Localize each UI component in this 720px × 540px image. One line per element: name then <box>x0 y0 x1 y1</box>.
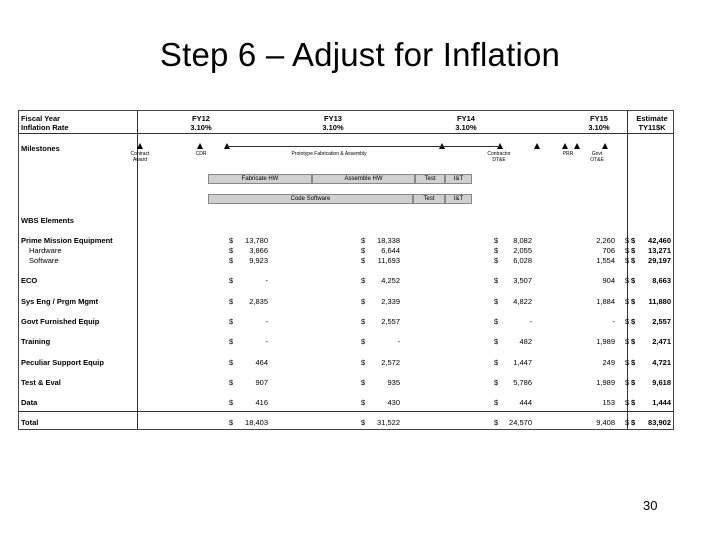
currency-symbol: $ <box>494 378 499 387</box>
currency-symbol: $ <box>494 297 499 306</box>
milestone-contract-award: Contract Award <box>130 151 150 163</box>
currency-symbol: $ <box>229 418 234 427</box>
row-value-fy14: 6,028 <box>513 256 532 265</box>
header-divider <box>19 133 673 134</box>
row-label: Sys Eng / Prgm Mgmt <box>21 297 99 306</box>
row-estimate-total: 83,902 <box>648 418 671 427</box>
bar-fabricate-hw: Fabricate HW <box>208 174 312 184</box>
currency-symbol: $ <box>361 337 366 346</box>
row-estimate-total: 4,721 <box>652 358 671 367</box>
row-value-fy14: 2,055 <box>513 246 532 255</box>
row-estimate-total: 11,880 <box>648 297 671 306</box>
currency-symbol: $ <box>494 418 499 427</box>
currency-symbol: $ <box>361 246 366 255</box>
currency-symbol: $ <box>494 398 499 407</box>
currency-symbol: $ <box>361 378 366 387</box>
row-value-fy15: 249 <box>602 358 615 367</box>
bar-assemble-hw: Assemble HW <box>312 174 415 184</box>
currency-symbol: $ <box>229 337 234 346</box>
currency-symbol: $ <box>229 317 234 326</box>
currency-symbol: $ <box>625 337 630 346</box>
currency-symbol: $ <box>494 317 499 326</box>
row-value-fy15: 1,989 <box>596 337 615 346</box>
currency-symbol: $ <box>494 337 499 346</box>
currency-symbol: $ <box>625 256 630 265</box>
row-value-fy12: 13,780 <box>245 236 268 245</box>
currency-symbol: $ <box>494 276 499 285</box>
row-label: Hardware <box>29 246 62 255</box>
currency-symbol: $ <box>494 246 499 255</box>
row-value-fy12: 2,835 <box>249 297 268 306</box>
year-fy12: FY12 <box>192 114 210 123</box>
currency-symbol: $ <box>494 256 499 265</box>
row-value-fy13: 935 <box>387 378 400 387</box>
milestone-contractor-dte: Contractor DT&E <box>487 151 511 163</box>
page-number: 30 <box>643 498 658 513</box>
milestone-triangle-icon <box>574 143 580 149</box>
currency-symbol: $ <box>229 276 234 285</box>
row-value-fy14: 3,507 <box>513 276 532 285</box>
row-value-fy15: - <box>612 317 615 326</box>
currency-symbol: $ <box>361 317 366 326</box>
cost-spreadsheet <box>18 110 674 430</box>
currency-symbol: $ <box>229 378 234 387</box>
currency-symbol: $ <box>631 418 636 427</box>
currency-symbol: $ <box>631 297 636 306</box>
row-value-fy15: 1,884 <box>596 297 615 306</box>
row-value-fy12: 18,403 <box>245 418 268 427</box>
row-value-fy15: 1,989 <box>596 378 615 387</box>
row-value-fy13: 4,252 <box>381 276 400 285</box>
row-estimate-total: 2,471 <box>652 337 671 346</box>
row-value-fy12: 907 <box>255 378 268 387</box>
currency-symbol: $ <box>625 297 630 306</box>
currency-symbol: $ <box>361 276 366 285</box>
currency-symbol: $ <box>625 418 630 427</box>
row-value-fy12: - <box>265 317 268 326</box>
currency-symbol: $ <box>494 236 499 245</box>
row-value-fy14: 444 <box>519 398 532 407</box>
estimate-label: Estimate <box>636 114 668 123</box>
currency-symbol: $ <box>631 256 636 265</box>
row-estimate-total: 42,460 <box>648 236 671 245</box>
row-value-fy13: 2,557 <box>381 317 400 326</box>
currency-symbol: $ <box>361 418 366 427</box>
row-label: Software <box>29 256 59 265</box>
row-value-fy12: - <box>265 276 268 285</box>
bar-hw-it: I&T <box>445 174 472 184</box>
currency-symbol: $ <box>631 276 636 285</box>
row-label: Training <box>21 337 51 346</box>
year-fy13: FY13 <box>324 114 342 123</box>
bar-sw-test: Test <box>413 194 445 204</box>
row-label: Data <box>21 398 38 407</box>
currency-symbol: $ <box>625 236 630 245</box>
milestone-cdr: CDR <box>195 151 207 157</box>
currency-symbol: $ <box>631 317 636 326</box>
row-label: Total <box>21 418 39 427</box>
slide-title: Step 6 – Adjust for Inflation <box>159 36 561 73</box>
row-estimate-total: 1,444 <box>652 398 671 407</box>
row-value-fy15: 9,408 <box>596 418 615 427</box>
currency-symbol: $ <box>229 358 234 367</box>
row-value-fy15: 153 <box>602 398 615 407</box>
currency-symbol: $ <box>631 358 636 367</box>
milestone-triangle-icon <box>562 143 568 149</box>
row-estimate-total: 13,271 <box>648 246 671 255</box>
inflation-rate-label: Inflation Rate <box>21 123 69 132</box>
bar-sw-it: I&T <box>445 194 472 204</box>
currency-symbol: $ <box>631 337 636 346</box>
row-value-fy13: 6,644 <box>381 246 400 255</box>
milestone-timeline-line <box>442 146 500 147</box>
milestone-triangle-icon <box>602 143 608 149</box>
row-value-fy14: - <box>529 317 532 326</box>
row-value-fy13: 2,339 <box>381 297 400 306</box>
wbs-elements-label: WBS Elements <box>21 216 74 225</box>
row-value-fy12: 9,923 <box>249 256 268 265</box>
row-value-fy15: 1,554 <box>596 256 615 265</box>
row-value-fy12: 416 <box>255 398 268 407</box>
row-value-fy14: 1,447 <box>513 358 532 367</box>
row-value-fy13: - <box>397 337 400 346</box>
fiscal-year-label: Fiscal Year <box>21 114 61 123</box>
currency-symbol: $ <box>361 398 366 407</box>
currency-symbol: $ <box>625 378 630 387</box>
bar-code-software: Code Software <box>208 194 413 204</box>
currency-symbol: $ <box>229 246 234 255</box>
milestone-triangle-icon <box>197 143 203 149</box>
row-value-fy13: 18,338 <box>377 236 400 245</box>
row-value-fy12: 3,866 <box>249 246 268 255</box>
row-value-fy12: - <box>265 337 268 346</box>
row-label: Test & Eval <box>21 378 61 387</box>
currency-symbol: $ <box>631 236 636 245</box>
row-value-fy15: 2,260 <box>596 236 615 245</box>
row-label: Peculiar Support Equip <box>21 358 104 367</box>
currency-symbol: $ <box>361 236 366 245</box>
currency-symbol: $ <box>361 297 366 306</box>
milestone-triangle-icon <box>137 143 143 149</box>
row-value-fy14: 4,822 <box>513 297 532 306</box>
row-label: ECO <box>21 276 38 285</box>
estimate-unit: TY11$K <box>638 123 666 132</box>
currency-symbol: $ <box>625 398 630 407</box>
currency-symbol: $ <box>625 317 630 326</box>
currency-symbol: $ <box>631 246 636 255</box>
currency-symbol: $ <box>631 378 636 387</box>
year-fy15: FY15 <box>590 114 608 123</box>
row-value-fy14: 24,570 <box>509 418 532 427</box>
rate-fy14: 3.10% <box>455 123 477 132</box>
currency-symbol: $ <box>361 256 366 265</box>
milestones-label: Milestones <box>21 144 60 153</box>
row-estimate-total: 2,557 <box>652 317 671 326</box>
row-estimate-total: 29,197 <box>648 256 671 265</box>
milestone-triangle-icon <box>534 143 540 149</box>
currency-symbol: $ <box>631 398 636 407</box>
currency-symbol: $ <box>625 358 630 367</box>
row-value-fy13: 31,522 <box>377 418 400 427</box>
milestone-prr: PRR <box>562 151 574 157</box>
currency-symbol: $ <box>494 358 499 367</box>
currency-symbol: $ <box>229 256 234 265</box>
currency-symbol: $ <box>625 276 630 285</box>
rate-fy13: 3.10% <box>322 123 344 132</box>
currency-symbol: $ <box>625 246 630 255</box>
row-estimate-total: 8,663 <box>652 276 671 285</box>
row-value-fy15: 706 <box>602 246 615 255</box>
row-value-fy14: 482 <box>519 337 532 346</box>
bar-hw-test: Test <box>415 174 445 184</box>
milestone-prototype-fabrication: Prototype Fabrication & Assembly <box>291 151 367 157</box>
rate-fy12: 3.10% <box>190 123 212 132</box>
currency-symbol: $ <box>229 297 234 306</box>
row-value-fy15: 904 <box>602 276 615 285</box>
row-label: Govt Furnished Equip <box>21 317 100 326</box>
rate-fy15: 3.10% <box>588 123 610 132</box>
row-label: Prime Mission Equipment <box>21 236 113 245</box>
milestone-timeline-line <box>227 146 442 147</box>
currency-symbol: $ <box>361 358 366 367</box>
row-value-fy14: 8,082 <box>513 236 532 245</box>
currency-symbol: $ <box>229 236 234 245</box>
year-fy14: FY14 <box>457 114 475 123</box>
row-estimate-total: 9,618 <box>652 378 671 387</box>
row-value-fy13: 430 <box>387 398 400 407</box>
row-value-fy14: 5,786 <box>513 378 532 387</box>
row-value-fy13: 11,693 <box>377 256 400 265</box>
row-value-fy13: 2,572 <box>381 358 400 367</box>
total-divider <box>19 411 673 412</box>
row-value-fy12: 464 <box>255 358 268 367</box>
milestone-govt-ote: Govt OT&E <box>590 151 604 163</box>
currency-symbol: $ <box>229 398 234 407</box>
